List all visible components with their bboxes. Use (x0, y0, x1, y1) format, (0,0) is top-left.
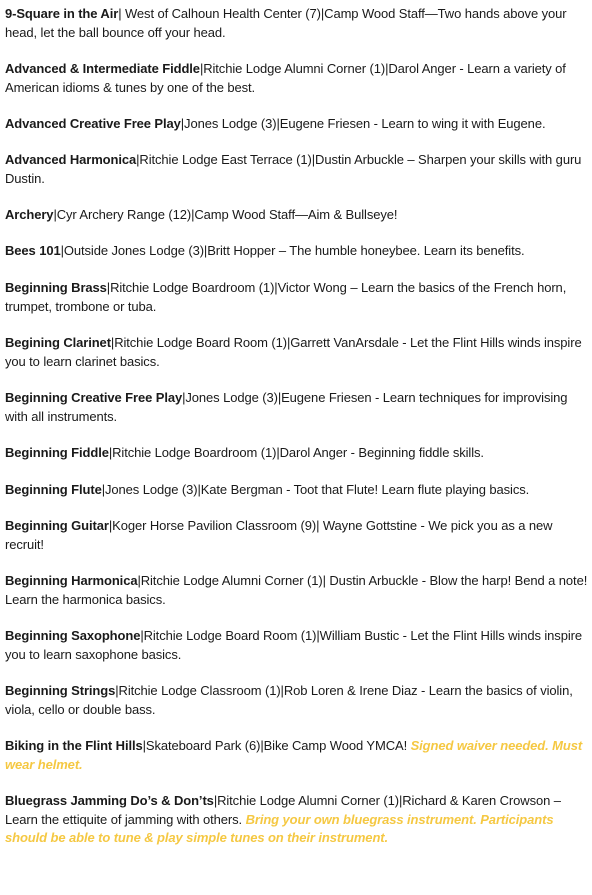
session-details: |Ritchie Lodge Classroom (1)|Rob Loren & Irene Diaz - Learn the basics of violin, viola, cello or double bass. (5, 683, 573, 717)
session-details: |Koger Horse Pavilion Classroom (9)| Wayne Gottstine - We pick you as a new recruit! (5, 518, 553, 552)
session-entry (5, 517, 589, 554)
session-details: |Cyr Archery Range (12)|Camp Wood Staff—Aim & Bullseye! (53, 207, 398, 222)
session-entry (5, 206, 589, 225)
session-title: Beginning Flute (5, 482, 102, 497)
session-title: Beginning Strings (5, 683, 116, 698)
session-entry (5, 682, 589, 719)
session-details: |Jones Lodge (3)|Eugene Friesen - Learn techniques for improvising with all instruments. (5, 390, 568, 424)
session-title: Advanced & Intermediate Fiddle (5, 61, 200, 76)
session-title: Advanced Harmonica (5, 152, 137, 167)
session-title: Biking in the Flint Hills (5, 738, 143, 753)
session-details: |Outside Jones Lodge (3)|Britt Hopper – The humble honeybee. Learn its benefits. (60, 243, 525, 258)
session-entry (5, 5, 589, 42)
session-entry (5, 115, 589, 134)
session-entry (5, 481, 589, 500)
session-entry (5, 444, 589, 463)
session-entry (5, 60, 589, 97)
session-title: Begining Clarinet (5, 335, 111, 350)
session-title: Advanced Creative Free Play (5, 116, 181, 131)
session-details: |Skateboard Park (6)|Bike Camp Wood YMCA! (142, 738, 411, 753)
session-entry (5, 627, 589, 664)
session-details: |Ritchie Lodge Alumni Corner (1)|Darol Anger - Learn a variety of American idioms & tunes by one of the best. (5, 61, 566, 95)
session-title: 9-Square in the Air (5, 6, 119, 21)
session-note: Signed waiver needed. Must wear helmet. (5, 738, 583, 772)
session-entry (5, 242, 589, 261)
session-note: Bring your own bluegrass instrument. Participants should be able to tune & play simple tunes on their instrument. (5, 811, 554, 845)
session-title: Archery (5, 207, 54, 222)
session-details: |Ritchie Lodge Alumni Corner (1)| Dustin Arbuckle - Blow the harp! Bend a note! Learn the harmonica basics. (5, 573, 588, 607)
session-entry (5, 389, 589, 426)
session-title: Beginning Harmonica (5, 573, 138, 588)
session-title: Beginning Creative Free Play (5, 390, 183, 405)
session-entry (5, 151, 589, 188)
session-title: Beginning Fiddle (5, 445, 109, 460)
session-details: |Ritchie Lodge Board Room (1)|Garrett VanArsdale - Let the Flint Hills winds inspire you to learn clarinet basics. (5, 335, 582, 369)
session-details: |Ritchie Lodge Alumni Corner (1)|Richard & Karen Crowson – Learn the ettiquite of jamming with others. (5, 793, 561, 827)
session-title: Bees 101 (5, 243, 61, 258)
session-details: | West of Calhoun Health Center (7)|Camp Wood Staff—Two hands above your head, let the ball bounce off your head. (5, 6, 567, 40)
session-details: |Jones Lodge (3)|Eugene Friesen - Learn to wing it with Eugene. (180, 116, 546, 131)
session-title: Beginning Saxophone (5, 628, 141, 643)
session-title: Beginning Brass (5, 280, 107, 295)
session-details: |Ritchie Lodge Boardroom (1)|Victor Wong – Learn the basics of the French horn, trumpet, trombone or tuba. (5, 280, 567, 314)
session-details: |Ritchie Lodge East Terrace (1)|Dustin Arbuckle – Sharpen your skills with guru Dustin. (5, 152, 582, 186)
session-entry (5, 792, 589, 848)
session-entry (5, 737, 589, 774)
session-details: |Jones Lodge (3)|Kate Bergman - Toot that Flute! Learn flute playing basics. (101, 482, 530, 497)
session-entry (5, 334, 589, 371)
session-details: |Ritchie Lodge Board Room (1)|William Bustic - Let the Flint Hills winds inspire you to learn saxophone basics. (5, 628, 582, 662)
session-entry (5, 279, 589, 316)
session-entry (5, 572, 589, 609)
session-details: |Ritchie Lodge Boardroom (1)|Darol Anger - Beginning fiddle skills. (108, 445, 484, 460)
session-title: Bluegrass Jamming Do’s & Don’ts (5, 793, 214, 808)
session-title: Beginning Guitar (5, 518, 109, 533)
